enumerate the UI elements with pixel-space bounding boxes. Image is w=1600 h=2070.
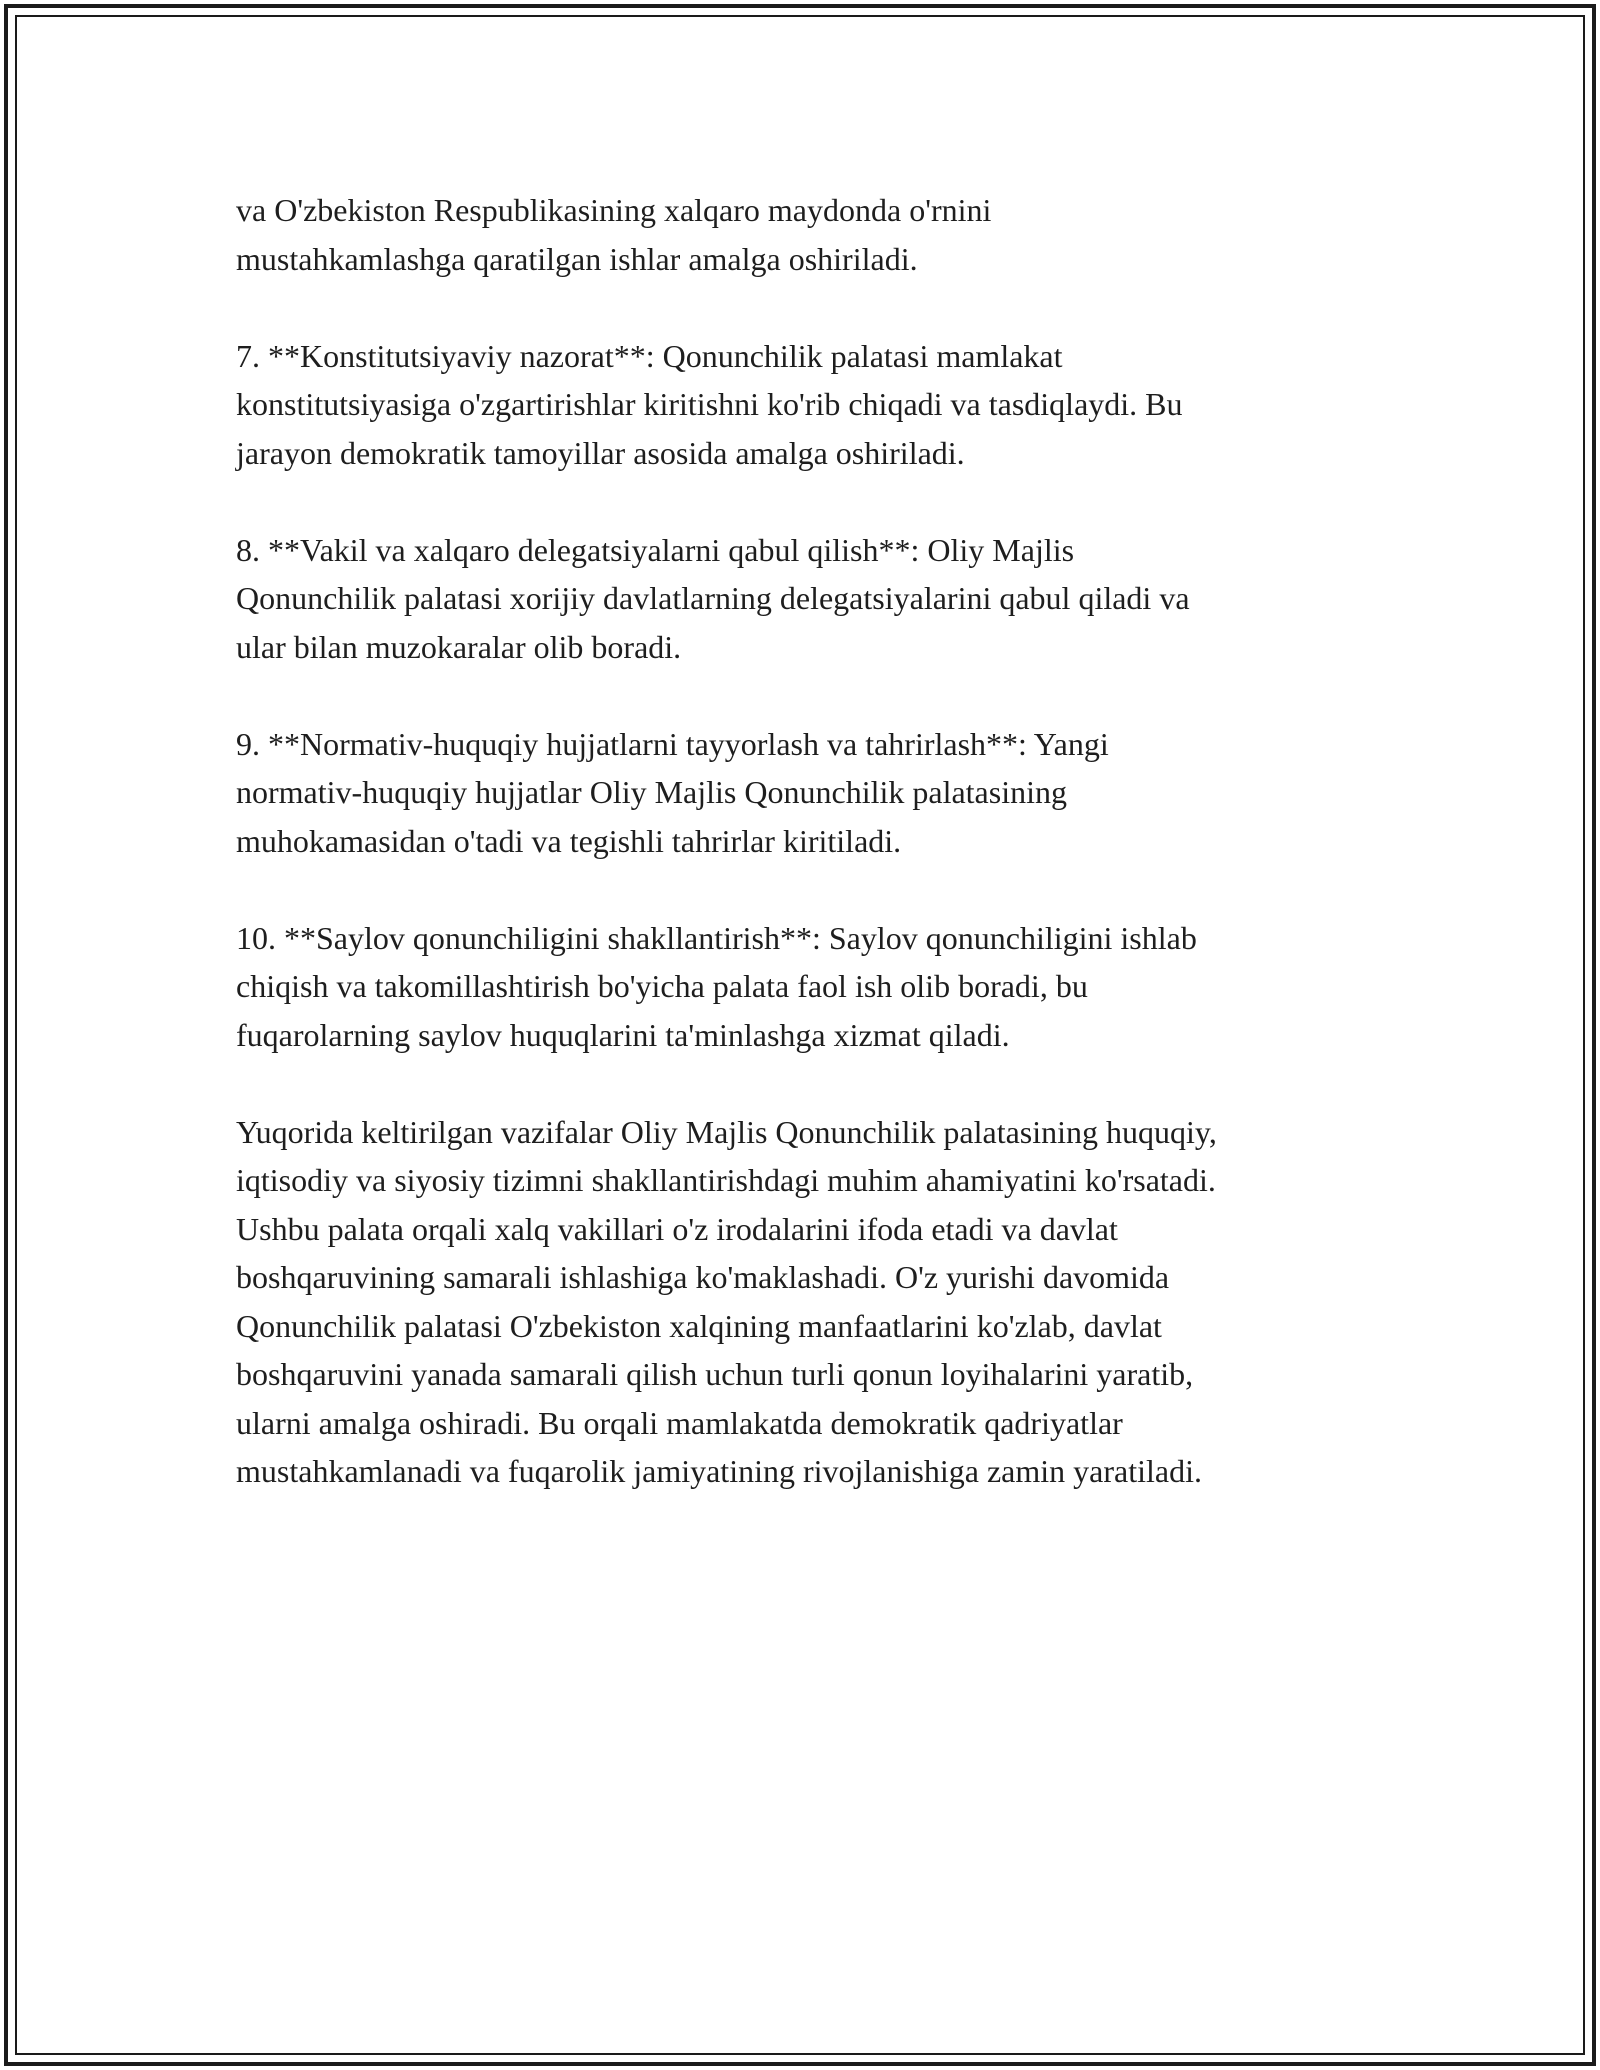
- paragraph-conclusion: Yuqorida keltirilgan vazifalar Oliy Majlis Qonunchilik palatasining huquqiy, iqtisodiy va siyosiy tizimni shakllantirishdagi muhim ahamiyatini ko'rsatadi. Ushbu palata orqali xalq vakillari o'z irodalarini ifoda etadi va davlat boshqaruvining samarali ishlashiga ko'maklashadi. O'z yurishi davomida Qonunchilik palatasi O'zbekiston xalqining manfaatlarini ko'zlab, davlat boshqaruvini yanada samarali qilish uchun turli qonun loyihalarini yaratib, ularni amalga oshiradi. Bu orqali mamlakatda demokratik qadriyatlar mustahkamlanadi va fuqarolik jamiyatining rivojlanishiga zamin yaratiladi.: [236, 1113, 1217, 1489]
- paragraph-continuation: va O'zbekiston Respublikasining xalqaro maydonda o'rnini mustahkamlashga qaratilgan ishlar amalga oshiriladi.: [236, 192, 992, 277]
- paragraph-item-7: 7. **Konstitutsiyaviy nazorat**: Qonunchilik palatasi mamlakat konstitutsiyasiga o'zgartirishlar kiritishni ko'rib chiqadi va tasdiqlaydi. Bu jarayon demokratik tamoyillar asosida amalga oshiriladi.: [236, 337, 1183, 471]
- paragraph-item-10: 10. **Saylov qonunchiligini shakllantirish**: Saylov qonunchiligini ishlab chiqish va takomillashtirish bo'yicha palata faol ish olib boradi, bu fuqarolarning saylov huquqlarini ta'minlashga xizmat qiladi.: [236, 919, 1197, 1053]
- document-body: [236, 186, 1416, 1544]
- paragraph-item-9: 9. **Normativ-huquqiy hujjatlarni tayyorlash va tahrirlash**: Yangi normativ-huquqiy hujjatlar Oliy Majlis Qonunchilik palatasining muhokamasidan o'tadi va tegishli tahrirlar kiritiladi.: [236, 725, 1109, 859]
- paragraph-item-8: 8. **Vakil va xalqaro delegatsiyalarni qabul qilish**: Oliy Majlis Qonunchilik palatasi xorijiy davlatlarning delegatsiyalarini qabul qiladi va ular bilan muzokaralar olib boradi.: [236, 531, 1190, 665]
